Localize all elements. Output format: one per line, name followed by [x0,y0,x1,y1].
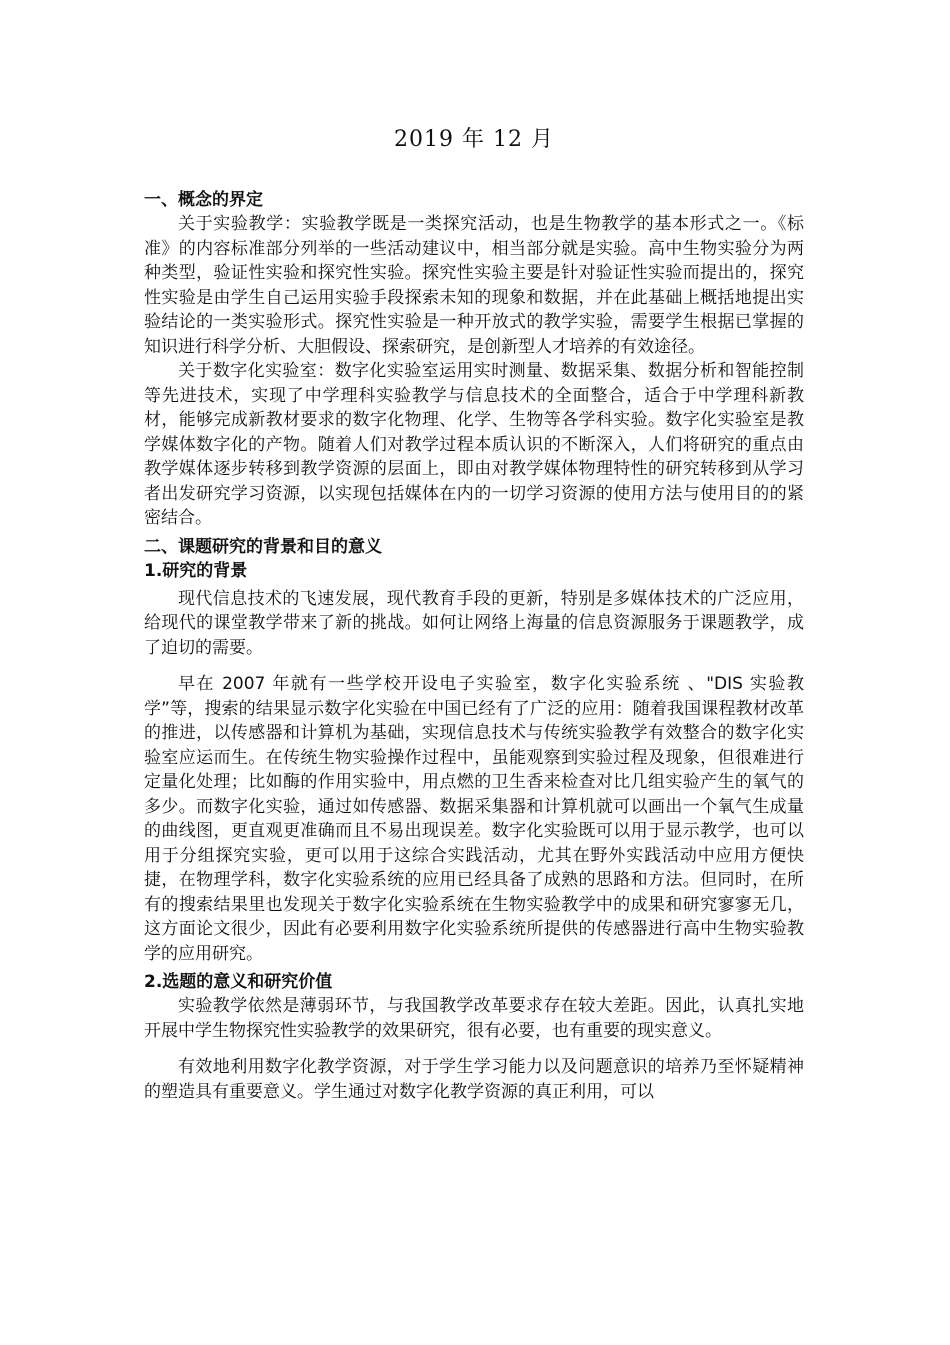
document-body [144,188,804,1104]
subsection-2-2-paragraph-1: 实验教学依然是薄弱环节，与我国教学改革要求存在较大差距。因此，认真扎实地开展中学生物探究性实验教学的效果研究，很有必要，也有重要的现实意义。 [144,996,804,1041]
section-1-paragraph-1: 关于实验教学：实验教学既是一类探究活动，也是生物教学的基本形式之一。《标准》的内容标准部分列举的一些活动建议中，相当部分就是实验。高中生物实验分为两种类型，验证性实验和探究性实验。探究性实验主要是针对验证性实验而提出的，探究性实验是由学生自己运用实验手段探索未知的现象和数据，并在此基础上概括地提出实验结论的一类实验形式。探究性实验是一种开放式的教学实验，需要学生根据已掌握的知识进行科学分析、大胆假设、探索研究，是创新型人才培养的有效途径。 [144,214,804,357]
subsection-2-2-heading: 2.选题的意义和研究价值 [144,972,333,992]
section-1-paragraph-2: 关于数字化实验室：数字化实验室运用实时测量、数据采集、数据分析和智能控制等先进技术，实现了中学理科实验教学与信息技术的全面整合，适合于中学理科新教材，能够完成新教材要求的数字化物理、化学、生物等各学科实验。数字化实验室是教学媒体数字化的产物。随着人们对教学过程本质认识的不断深入，人们将研究的重点由教学媒体逐步转移到教学资源的层面上，即由对教学媒体物理特性的研究转移到从学习者出发研究学习资源，以实现包括媒体在内的一切学习资源的使用方法与使用目的的紧密结合。 [144,361,804,528]
subsection-2-2-paragraph-2: 有效地利用数字化教学资源，对于学生学习能力以及问题意识的培养乃至怀疑精神的塑造具有重要意义。学生通过对数字化教学资源的真正利用，可以 [144,1057,804,1102]
document-date: 2019 年 12 月 [394,127,554,152]
section-2-heading: 二、课题研究的背景和目的意义 [144,536,382,557]
section-1-heading: 一、概念的界定 [144,190,263,210]
subsection-2-1-paragraph-1: 现代信息技术的飞速发展，现代教育手段的更新，特别是多媒体技术的广泛应用，给现代的课堂教学带来了新的挑战。如何让网络上海量的信息资源服务于课题教学，成了迫切的需要。 [144,588,804,658]
subsection-2-1-paragraph-2: 早在 2007 年就有一些学校开设电子实验室，数字化实验系统 、"DIS 实验教学”等，搜索的结果显示数字化实验在中国已经有了广泛的应用：随着我国课程教材改革的推进，以传感器和计算机为基础，实现信息技术与传统实验教学有效整合的数字化实验室应运而生。在传统生物实验操作过程中，虽能观察到实验过程及现象，但很难进行定量化处理；比如酶的作用实验中，用点燃的卫生香来检查对比几组实验产生的氧气的多少。而数字化实验，通过如传感器、数据采集器和计算机就可以画出一个氧气生成量的曲线图，更直观更准确而且不易出现误差。数字化实验既可以用于显示教学，也可以用于分组探究实验，更可以用于这综合实践活动，尤其在野外实践活动中应用方便快捷，在物理学科，数字化实验系统的应用已经具备了成熟的思路和方法。但同时，在所有的搜索结果里也发现关于数字化实验系统在生物实验教学中的成果和研究寥寥无几，这方面论文很少，因此有必要利用数字化实验系统所提供的传感器进行高中生物实验教学的应用研究。 [144,674,804,964]
subsection-2-1-heading: 1.研究的背景 [144,560,248,581]
